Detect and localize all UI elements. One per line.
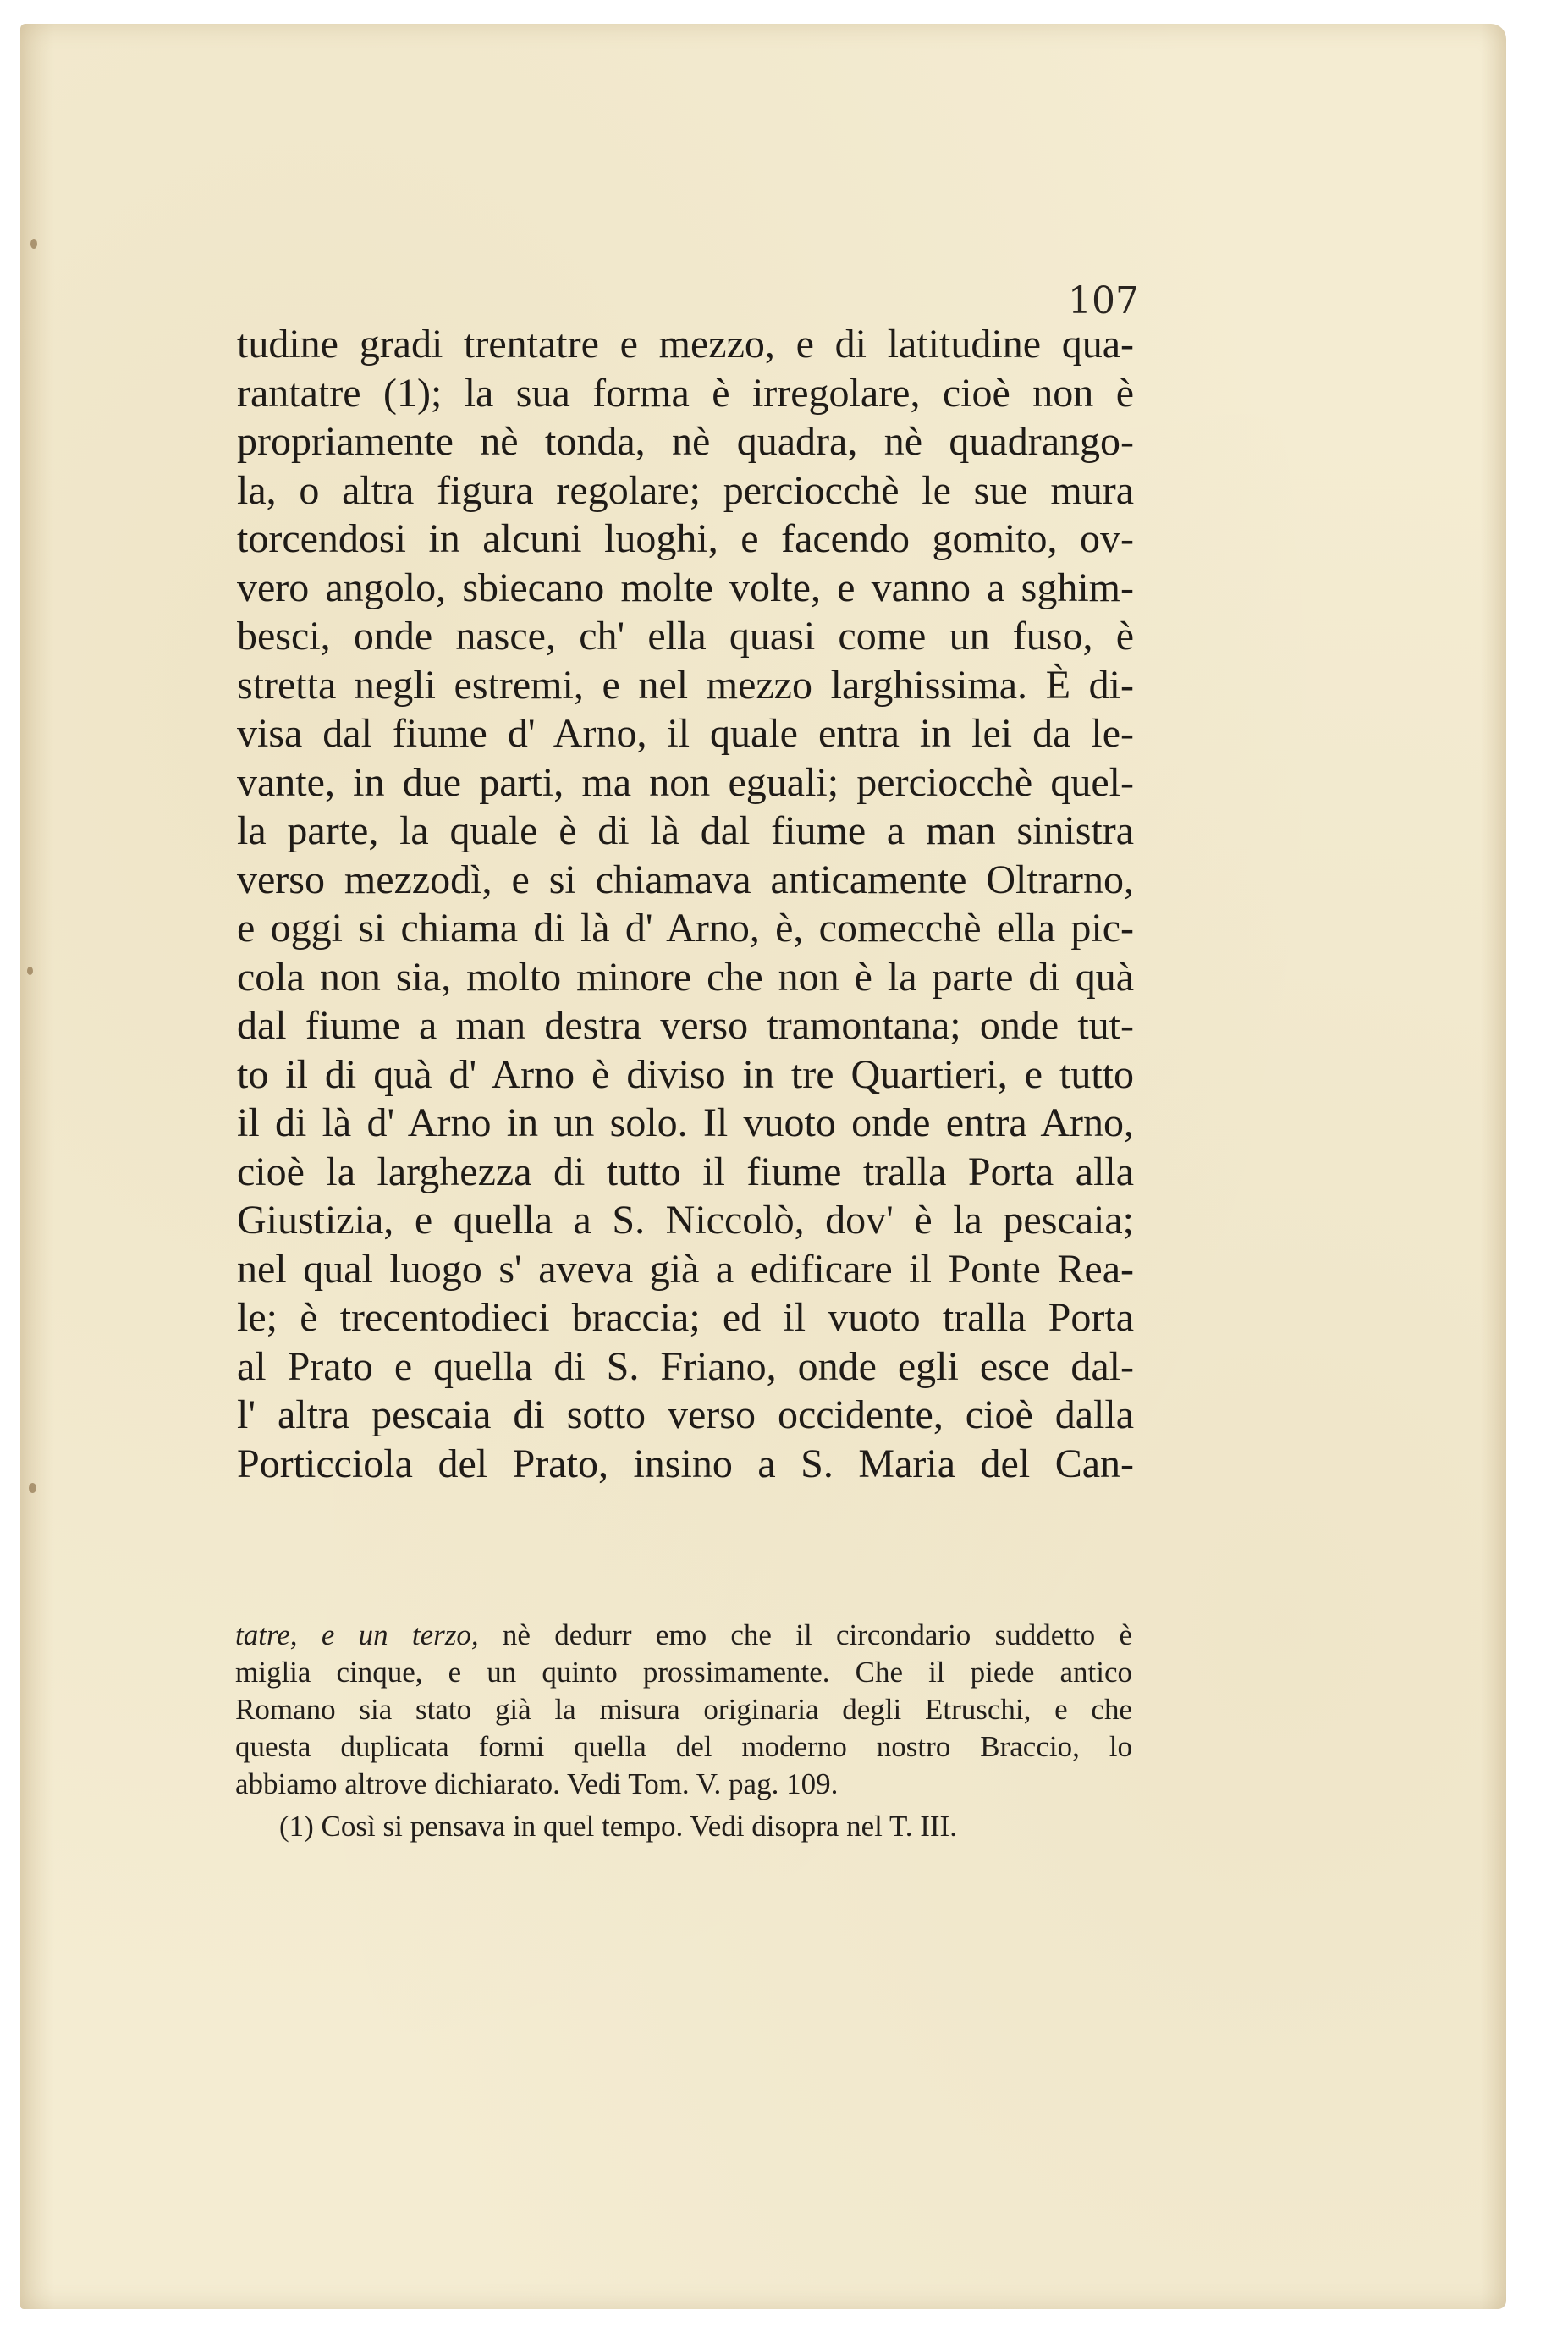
text-line: to il di quà d' Arno è diviso in tre Quartieri, e tutto (237, 1051, 1134, 1097)
text-line: nel qual luogo s' aveva già a edificare il Ponte Rea- (237, 1246, 1134, 1292)
footnote-line (235, 1617, 1132, 1654)
text-line: la parte, la quale è di là dal fiume a man sinistra (237, 808, 1134, 853)
footnote-italic-lead: tatre, e un terzo, (235, 1618, 479, 1651)
text-line: e oggi si chiama di là d' Arno, è, comecchè ella pic- (237, 906, 1134, 951)
page-number: 107 (1068, 279, 1139, 322)
footnote-1: (1) Così si pensava in quel tempo. Vedi disopra nel T. III. (279, 1810, 957, 1843)
footnote-line: Romano sia stato già la misura originaria degli Etruschi, e che (235, 1693, 1132, 1726)
text-line: visa dal fiume d' Arno, il quale entra in lei da le- (237, 711, 1134, 756)
footnote-line: miglia cinque, e un quinto prossimamente. Che il piede antico (235, 1656, 1132, 1689)
text-line: rantatre (1); la sua forma è irregolare, cioè non è (237, 370, 1134, 416)
main-text (237, 320, 1134, 1488)
text-line: le; è trecentodieci braccia; ed il vuoto tralla Porta (237, 1295, 1134, 1340)
footnote-line: abbiamo altrove dichiarato. Vedi Tom. V. pag. 109. (235, 1767, 839, 1800)
binding-mark (29, 1483, 36, 1493)
footnote-text: nè dedurr emo che il circondario suddetto è (478, 1618, 1132, 1651)
footnote-line: questa duplicata formi quella del moderno nostro Braccio, lo (235, 1730, 1132, 1763)
text-line: torcendosi in alcuni luoghi, e facendo gomito, ov- (237, 516, 1134, 561)
text-line: Giustizia, e quella a S. Niccolò, dov' è la pescaia; (237, 1198, 1134, 1243)
text-line: vante, in due parti, ma non eguali; perciocchè quel- (237, 759, 1134, 805)
text-line: verso mezzodì, e si chiamava anticamente Oltrarno, (237, 857, 1134, 902)
text-line: Porticciola del Prato, insino a S. Maria del Can- (237, 1441, 1134, 1486)
text-line: l' altra pescaia di sotto verso occidente, cioè dalla (237, 1392, 1134, 1437)
text-line: stretta negli estremi, e nel mezzo larghissima. È di- (237, 662, 1134, 708)
footnotes (235, 1617, 1132, 1845)
text-line: cola non sia, molto minore che non è la parte di quà (237, 954, 1134, 1000)
text-line: la, o altra figura regolare; perciocchè le sue mura (237, 467, 1134, 513)
text-line: propriamente nè tonda, nè quadra, nè quadrango- (237, 419, 1134, 464)
text-line: il di là d' Arno in un solo. Il vuoto onde entra Arno, (237, 1100, 1134, 1145)
binding-mark (27, 967, 33, 975)
text-line: besci, onde nasce, ch' ella quasi come un fuso, è (237, 614, 1134, 659)
text-line: tudine gradi trentatre e mezzo, e di latitudine qua- (237, 322, 1134, 367)
text-line: dal fiume a man destra verso tramontana; onde tut- (237, 1003, 1134, 1048)
text-line: cioè la larghezza di tutto il fiume tralla Porta alla (237, 1149, 1134, 1194)
text-line: vero angolo, sbiecano molte volte, e vanno a sghim- (237, 565, 1134, 610)
text-line: al Prato e quella di S. Friano, onde egli esce dal- (237, 1343, 1134, 1389)
binding-mark (30, 239, 37, 249)
